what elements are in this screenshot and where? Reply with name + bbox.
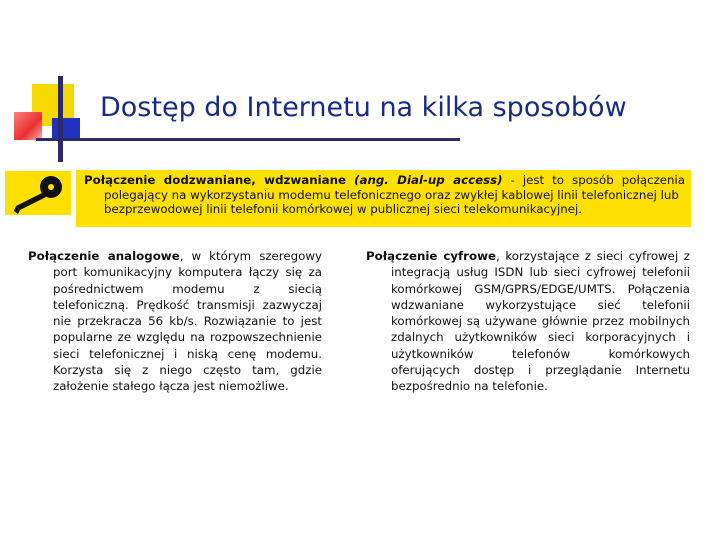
- digital-connection-paragraph: [366, 248, 690, 395]
- left-column: [28, 248, 322, 395]
- analog-text: , w którym szeregowy port komunikacyjny komputera łączy się za pośrednictwem modemu z siecią telefoniczną. Prędkość transmisji zazwyczaj nie przekracza 56 kb/s. Rozwiązanie to jest popularne ze względu na rozpowszechnienie sieci telefonicznej i niską cenę modemu. Korzysta się z niego często tam, gdzie założenie stałego łącza jest niemożliwe.: [53, 249, 322, 394]
- digital-text: , korzystające z sieci cyfrowej z integracją usług ISDN lub sieci cyfrowej telefonii komórkowej GSM/GPRS/EDGE/UMTS. Połączenia wdzwaniane wykorzystujące sieć telefonii komórkowej są używane głównie przez mobilnych zdalnych użytkowników sieci korporacyjnych i użytkowników telefonów komórkowych oferujących dostęp i przeglądanie Internetu bezpośrednio na telefonie.: [391, 249, 690, 394]
- title-underline-wrapper: [0, 0, 470, 170]
- right-column: [366, 248, 690, 395]
- definition-first-line: [84, 173, 685, 188]
- definition-english: (ang. Dial-up access): [354, 173, 503, 187]
- definition-text-rest: polegający na wykorzystaniu modemu telefonicznego oraz zwykłej kablowej linii telefonicznej lub bezprzewodowej linii telefonii komórkowej w publicznej sieci telekomunikacyjnej.: [104, 187, 679, 216]
- analog-connection-paragraph: [28, 248, 322, 395]
- slide-title: Dostęp do Internetu na kilka sposobów: [100, 92, 627, 123]
- definition-box: [76, 170, 691, 227]
- definition-term: Połączenie dodzwaniane, wdzwaniane: [84, 173, 347, 187]
- key-icon: [4, 170, 72, 216]
- analog-term: Połączenie analogowe: [28, 249, 180, 263]
- title-underline: [36, 138, 460, 141]
- definition-text-line1: - jest to sposób połączenia: [502, 173, 685, 187]
- digital-term: Połączenie cyfrowe: [366, 249, 496, 263]
